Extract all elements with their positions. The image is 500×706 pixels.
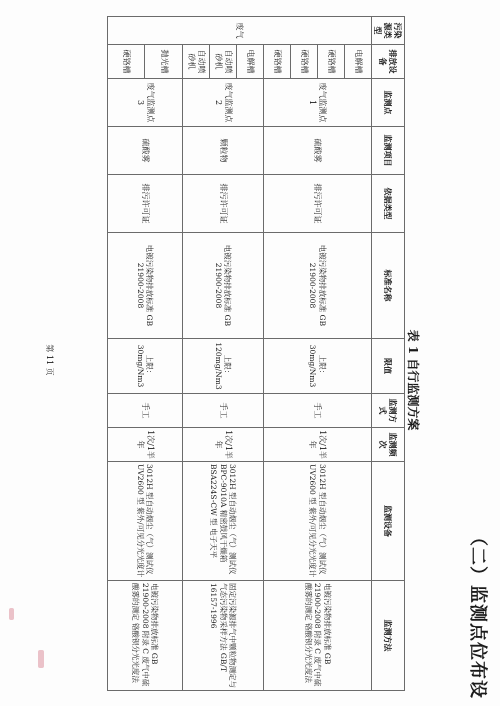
- header-basis-type: 依据类型: [372, 175, 405, 233]
- header-standard-name: 标准名称: [372, 233, 405, 339]
- limit-cell: 上限：30mg/Nm3: [264, 339, 372, 394]
- monitoring-device-cell: 3012H 型自动烟尘（气）测试仪 UV2600 型 紫外/可见分光光度计: [264, 462, 372, 581]
- table-caption: 表 1 自行监测方案: [406, 329, 420, 431]
- monitoring-frequency-cell: 1次/1半年: [108, 428, 183, 462]
- standard-name-cell: 电镀污染物排放标准 GB 21900-2008: [108, 233, 183, 339]
- equipment-cell: 硬铬槽: [318, 45, 345, 79]
- equipment-cell: 硬铬槽: [291, 45, 318, 79]
- header-source-type: 污染源类型: [372, 17, 405, 45]
- source-type-cell: 废气: [108, 17, 372, 45]
- monitoring-method-cell: 电镀污染物排放标准 GB 21900-2008 附录 C 废气中硫酸雾的测定 铬酸钡分光光度法: [108, 581, 183, 691]
- monitoring-method-cell: 电镀污染物排放标准 GB 21900-2008 附录 C 废气中硫酸雾的测定 铬酸钡分光光度法: [264, 581, 372, 691]
- header-monitoring-frequency: 监测频次: [372, 428, 405, 462]
- equipment-cell: 电解槽: [237, 45, 264, 79]
- section-heading: （二）监测点位布设: [467, 528, 488, 699]
- standard-name-cell: 电镀污染物排放标准 GB 21900-2008: [183, 233, 264, 339]
- monitoring-frequency-cell: 1次/1半年: [264, 428, 372, 462]
- monitoring-mode-cell: 手工: [183, 394, 264, 428]
- monitoring-item-cell: 硫酸雾: [264, 127, 372, 175]
- monitoring-item-cell: 硫酸雾: [108, 127, 183, 175]
- table-row: [237, 17, 264, 691]
- table-header-row: [372, 17, 405, 691]
- monitoring-point-cell: 废气监测点 2: [183, 79, 264, 127]
- pink-scan-mark: [38, 650, 44, 668]
- page-number: 第 11 页: [45, 344, 54, 376]
- monitoring-point-cell: 废气监测点 1: [264, 79, 372, 127]
- monitoring-item-cell: 颗粒物: [183, 127, 264, 175]
- monitoring-point-cell: 废气监测点 3: [108, 79, 183, 127]
- equipment-cell: 硬铬槽: [108, 45, 146, 79]
- table-row: [145, 17, 183, 691]
- limit-cell: 上限：30mg/Nm3: [108, 339, 183, 394]
- equipment-cell: 硬铬槽: [264, 45, 291, 79]
- basis-type-cell: 排污许可证: [183, 175, 264, 233]
- monitoring-frequency-cell: 1次/1半年: [183, 428, 264, 462]
- monitoring-device-cell: 3012H 型自动烟尘（气）测试仪 UV2600 型 紫外/可见分光光度计: [108, 462, 183, 581]
- table-row: [345, 17, 372, 691]
- basis-type-cell: 排污许可证: [264, 175, 372, 233]
- header-monitoring-device: 监测设备: [372, 462, 405, 581]
- monitoring-method-cell: 固定污染源排气中颗粒物测定与气态污染物采样方法 GB/T 16157-1996: [183, 581, 264, 691]
- equipment-cell: 自动喷砂机: [210, 45, 237, 79]
- pink-scan-mark: [9, 608, 14, 620]
- self-monitoring-plan-table: [107, 16, 405, 691]
- header-equipment: 排放设备: [372, 45, 405, 79]
- basis-type-cell: 排污许可证: [108, 175, 183, 233]
- limit-cell: 上限：120mg/Nm3: [183, 339, 264, 394]
- equipment-cell: 电解槽: [345, 45, 372, 79]
- standard-name-cell: 电镀污染物排放标准 GB 21900-2008: [264, 233, 372, 339]
- equipment-cell: 抛光槽: [145, 45, 183, 79]
- monitoring-mode-cell: 手工: [264, 394, 372, 428]
- header-monitoring-item: 监测项目: [372, 127, 405, 175]
- monitoring-device-cell: 3012H 型自动烟尘（气）测试仪 BPC-9010A 精密鼓风干燥箱 BSA224S-CW 型 电子天平: [183, 462, 264, 581]
- header-monitoring-method: 监测方法: [372, 581, 405, 691]
- header-monitoring-point: 监测点: [372, 79, 405, 127]
- equipment-cell: 自动喷砂机: [183, 45, 210, 79]
- header-limit: 限值: [372, 339, 405, 394]
- header-monitoring-mode: 监测方式: [372, 394, 405, 428]
- monitoring-mode-cell: 手工: [108, 394, 183, 428]
